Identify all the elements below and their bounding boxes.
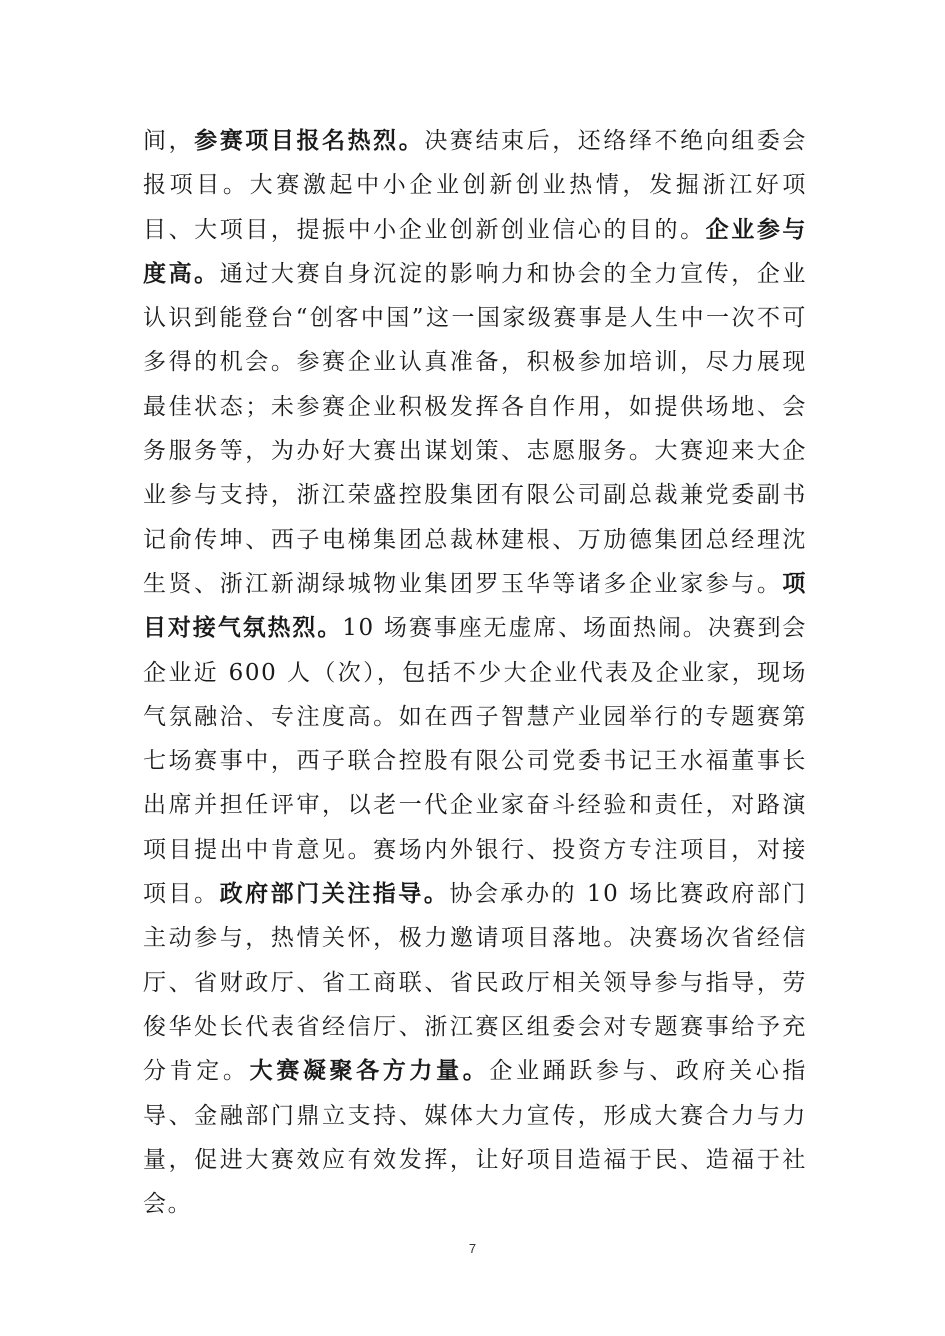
page-number: 7 (468, 1241, 477, 1256)
body-paragraph (143, 119, 807, 1226)
text-segment: 企业踊跃参与、政府关心指导、金融部门鼎立支持、媒体大力宣传，形成大赛合力与力量，促进大赛效应有效发挥，让好项目造福于民、造福于社会。 (143, 1058, 808, 1218)
text-segment: 协会承办的 10 场比赛政府部门主动参与，热情关怀，极力邀请项目落地。决赛场次省经信厅、省财政厅、省工商联、省民政厅相关领导参与指导，劳俊华处长代表省经信厅、浙江赛区组委会对专题赛事给予充分肯定。 (143, 881, 807, 1085)
bold-heading-enterprise-participation: 企业参与度高。 (143, 215, 807, 287)
bold-heading-project-matching: 项目对接气氛热烈。 (143, 569, 807, 642)
text-segment: 通过大赛自身沉淀的影响力和协会的全力宣传，企业认识到能登台“创客中国”这一国家级赛事是人生中一次不可多得的机会。参赛企业认真准备，积极参加培训，尽力展现最佳状态；未参赛企业积极发挥各自作用，如提供场地、会务服务等，为办好大赛出谋划策、志愿服务。大赛迎来大企业参与支持，浙江荣盛控股集团有限公司副总裁兼党委副书记俞传坤、西子电梯集团总裁林建根、万劢德集团总经理沈生贤、浙江新湖绿城物业集团罗玉华等诸多企业家参与。 (143, 260, 807, 597)
bold-heading-joint-forces: 大赛凝聚各方力量。 (249, 1057, 490, 1085)
bold-heading-government-guidance: 政府部门关注指导。 (219, 880, 450, 908)
text-segment: 决赛结束后，还络绎不绝向组委会报项目。大赛激起中小企业创新创业热情，发掘浙江好项目、大项目，提振中小企业创新创业信心的目的。 (143, 128, 808, 243)
text-segment: 间， (143, 128, 195, 154)
bold-heading-project-registration: 参赛项目报名热烈。 (194, 127, 425, 154)
text-segment: 10 场赛事座无虚席、场面热闹。决赛到会企业近 600 人（次），包括不少大企业代表及企业家，现场气氛融洽、专注度高。如在西子智慧产业园举行的专题赛第七场赛事中，西子联合控股有限公司党委书记王水福董事长出席并担任评审，以老一代企业家奋斗经验和责任，对路演项目提出中肯意见。赛场内外银行、投资方专注项目，对接项目。 (143, 615, 808, 908)
